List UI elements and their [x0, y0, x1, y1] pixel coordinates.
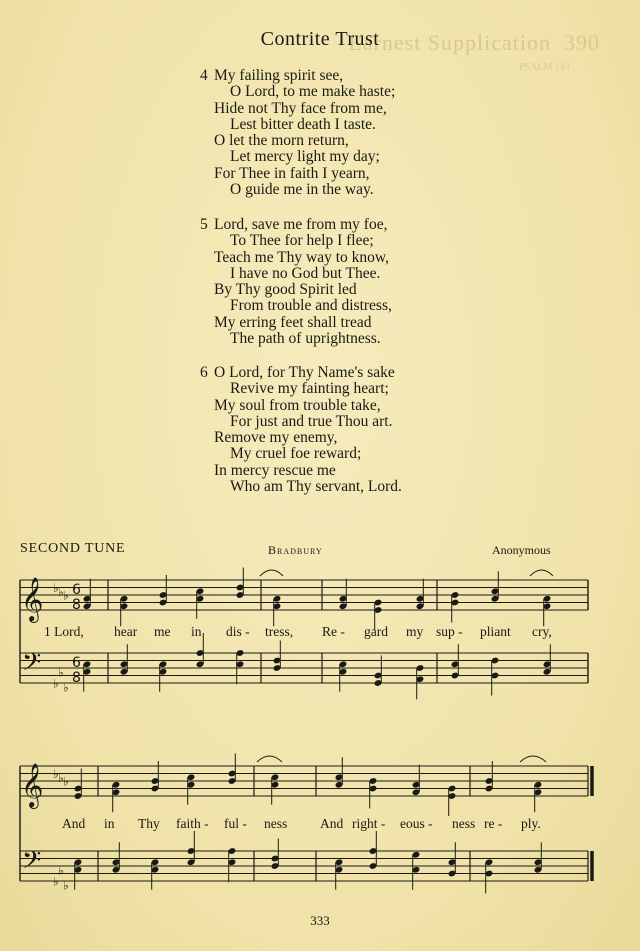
flat-icon: ♭ [63, 774, 69, 789]
lyric-syllable: pliant [480, 624, 511, 639]
flat-icon: ♭ [58, 770, 64, 785]
flat-icon: ♭ [53, 767, 59, 781]
lyric-syllable: in [191, 624, 202, 639]
stanza-line: By Thy good Spirit led [214, 281, 357, 299]
stanza-line: O let the morn return, [214, 132, 349, 150]
lyric-syllable: faith - [176, 816, 209, 831]
stanza-line: For just and true Thou art. [230, 412, 393, 430]
stanza-line: Hide not Thy face from me, [214, 99, 387, 117]
lyric-syllable: hear [114, 624, 138, 639]
bass-clef-icon: 𝄢 [22, 648, 42, 683]
lyric-syllable: gard [364, 624, 388, 639]
treble-clef-icon: 𝄞 [21, 577, 44, 621]
time-sig-6: 6 [72, 655, 81, 671]
composer: Anonymous [492, 543, 551, 557]
lyric-syllable: ness [264, 816, 288, 831]
lyric-syllable: ness [452, 816, 476, 831]
lyric-syllable: right - [352, 816, 386, 831]
flat-icon: ♭ [58, 665, 64, 680]
lyric-syllable: in [104, 816, 115, 831]
lyric-syllable: tress, [265, 624, 294, 639]
flat-icon: ♭ [63, 878, 69, 893]
flat-icon: ♭ [58, 863, 64, 878]
stanza-line: I have no God but Thee. [230, 264, 381, 282]
second-tune-label: SECOND TUNE [20, 541, 126, 556]
flat-icon: ♭ [63, 680, 69, 695]
stanza-line: My soul from trouble take, [214, 396, 381, 414]
flat-icon: ♭ [58, 584, 64, 599]
lyric-syllable: Thy [138, 816, 160, 831]
stanza-number: 5 [200, 216, 208, 233]
hymn-title: Contrite Trust [260, 28, 380, 50]
stanza-line: Remove my enemy, [214, 429, 338, 447]
lyric-syllable: And [320, 816, 344, 831]
lyric-syllable: Re - [322, 624, 345, 639]
lyric-syllable: ful - [224, 816, 247, 831]
flat-icon: ♭ [63, 588, 69, 603]
lyric-syllable: sup - [436, 624, 463, 639]
lyric-syllable: ply. [521, 816, 541, 831]
stanza-line: Let mercy light my day; [230, 148, 380, 166]
lyric-syllable: my [406, 624, 424, 639]
stanza-line: Revive my fainting heart; [230, 380, 389, 398]
stanza-line: O guide me in the way. [230, 181, 374, 199]
stanza-number: 6 [200, 364, 208, 381]
stanza-line: My cruel foe reward; [230, 445, 362, 463]
stanza-line: From trouble and distress, [230, 297, 392, 315]
stanza-line: For Thee in faith I yearn, [214, 164, 370, 182]
stanza-line: My erring feet shall tread [214, 313, 372, 331]
lyrics-line-2 [0, 816, 640, 834]
slur [257, 756, 282, 762]
stanza-line: In mercy rescue me [214, 461, 336, 479]
stanza-line: The path of uprightness. [230, 330, 381, 348]
bass-clef-icon: 𝄢 [22, 846, 42, 881]
stanza-line: O Lord, for Thy Name's sake [214, 364, 395, 381]
treble-clef-icon: 𝄞 [21, 763, 44, 807]
stanza-line: My failing spirit see, [214, 67, 344, 84]
tune-name: Bradbury [268, 543, 323, 557]
slur [530, 570, 553, 576]
lyrics-line-1 [0, 624, 640, 642]
lyric-syllable: eous - [400, 816, 433, 831]
lyric-syllable: me [154, 624, 171, 639]
flat-icon: ♭ [53, 581, 59, 595]
slur [260, 570, 283, 576]
flat-icon: ♭ [53, 874, 59, 889]
time-sig-8: 8 [72, 597, 81, 613]
lyric-syllable: cry, [532, 624, 552, 639]
flat-icon: ♭ [53, 676, 59, 691]
page-number: 333 [310, 913, 330, 928]
lyric-syllable: 1 Lord, [44, 624, 84, 639]
stanza-line: To Thee for help I flee; [230, 232, 374, 250]
lyric-syllable: dis - [226, 624, 250, 639]
stanza-line: Lest bitter death I taste. [230, 115, 376, 133]
stanza-line: O Lord, to me make haste; [230, 83, 396, 101]
lyric-syllable: re - [484, 816, 503, 831]
stanza-line: Who am Thy servant, Lord. [230, 478, 402, 496]
bleed-through-psalm: PSALM 143 [519, 62, 570, 73]
slur [520, 756, 546, 762]
time-sig-8: 8 [72, 670, 81, 686]
lyric-syllable: And [62, 816, 86, 831]
stanza-line: Teach me Thy way to know, [214, 248, 389, 266]
stanza-line: Lord, save me from my foe, [214, 216, 388, 233]
bleed-through-text: Earnest Supplication 390 [348, 30, 600, 55]
time-sig-6: 6 [72, 582, 81, 598]
stanza-number: 4 [200, 67, 208, 84]
